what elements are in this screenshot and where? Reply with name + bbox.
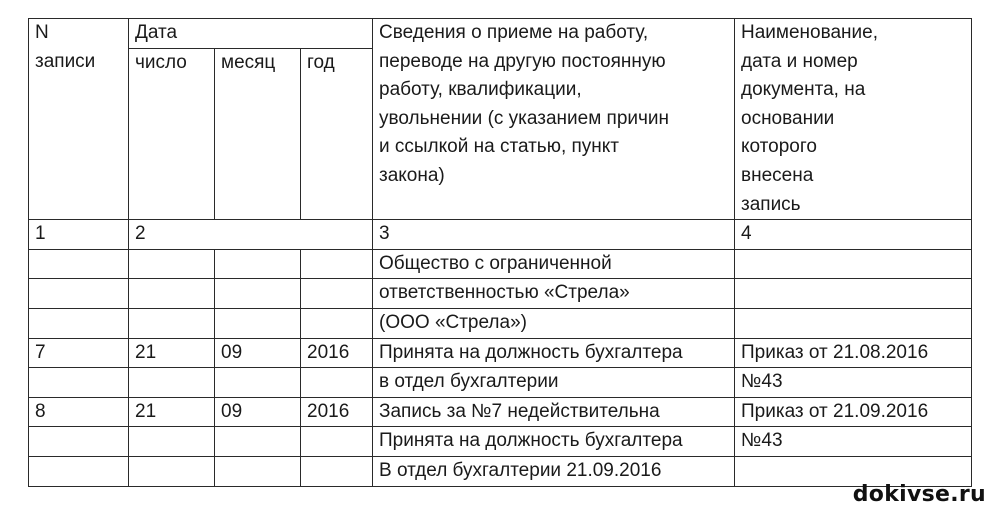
table-row bbox=[29, 368, 972, 398]
header-row bbox=[29, 19, 972, 49]
header-document-basis: Наименование, дата и номер документа, на основании которого внесена запись bbox=[735, 19, 972, 220]
table-row bbox=[29, 427, 972, 457]
record-day bbox=[129, 279, 215, 309]
record-number bbox=[29, 456, 129, 486]
record-month bbox=[215, 249, 301, 279]
record-month bbox=[215, 279, 301, 309]
record-document: Приказ от 21.08.2016 bbox=[735, 338, 972, 368]
record-year bbox=[301, 279, 373, 309]
site-watermark: dokivse.ru bbox=[852, 482, 986, 507]
table-row bbox=[29, 338, 972, 368]
record-info: в отдел бухгалтерии bbox=[373, 368, 735, 398]
record-info: Принята на должность бухгалтера bbox=[373, 427, 735, 457]
record-info: Общество с ограниченной bbox=[373, 249, 735, 279]
table-row bbox=[29, 308, 972, 338]
table-row bbox=[29, 456, 972, 486]
header-record-info: Сведения о приеме на работу, переводе на другую постоянную работу, квалификации, увольнении (с указанием причин и ссылкой на статью, пункт закона) bbox=[373, 19, 735, 220]
record-day bbox=[129, 456, 215, 486]
record-day bbox=[129, 249, 215, 279]
record-document bbox=[735, 308, 972, 338]
record-year bbox=[301, 456, 373, 486]
record-number bbox=[29, 427, 129, 457]
record-month bbox=[215, 368, 301, 398]
record-month: 09 bbox=[215, 397, 301, 427]
record-day bbox=[129, 308, 215, 338]
record-document bbox=[735, 249, 972, 279]
table-row bbox=[29, 249, 972, 279]
numbering-row bbox=[29, 220, 972, 250]
numbering-cell: 4 bbox=[735, 220, 972, 250]
record-year: 2016 bbox=[301, 397, 373, 427]
header-year: год bbox=[301, 48, 373, 220]
record-month bbox=[215, 456, 301, 486]
record-year: 2016 bbox=[301, 338, 373, 368]
record-number: 8 bbox=[29, 397, 129, 427]
header-day: число bbox=[129, 48, 215, 220]
header-record-number: N записи bbox=[29, 19, 129, 220]
record-year bbox=[301, 427, 373, 457]
record-year bbox=[301, 308, 373, 338]
record-number bbox=[29, 368, 129, 398]
record-number bbox=[29, 249, 129, 279]
table-row bbox=[29, 279, 972, 309]
record-document: Приказ от 21.09.2016 bbox=[735, 397, 972, 427]
record-month: 09 bbox=[215, 338, 301, 368]
record-month bbox=[215, 427, 301, 457]
record-info: ответственностью «Стрела» bbox=[373, 279, 735, 309]
record-day: 21 bbox=[129, 338, 215, 368]
record-document: №43 bbox=[735, 368, 972, 398]
numbering-cell: 1 bbox=[29, 220, 129, 250]
numbering-cell: 3 bbox=[373, 220, 735, 250]
record-document bbox=[735, 279, 972, 309]
record-info: В отдел бухгалтерии 21.09.2016 bbox=[373, 456, 735, 486]
record-number: 7 bbox=[29, 338, 129, 368]
work-record-table bbox=[28, 18, 972, 487]
table-row bbox=[29, 397, 972, 427]
header-month: месяц bbox=[215, 48, 301, 220]
numbering-cell: 2 bbox=[129, 220, 373, 250]
record-number bbox=[29, 279, 129, 309]
record-info: (ООО «Стрела») bbox=[373, 308, 735, 338]
record-day: 21 bbox=[129, 397, 215, 427]
record-year bbox=[301, 368, 373, 398]
header-date-group: Дата bbox=[129, 19, 373, 49]
record-year bbox=[301, 249, 373, 279]
record-day bbox=[129, 368, 215, 398]
record-day bbox=[129, 427, 215, 457]
record-info: Принята на должность бухгалтера bbox=[373, 338, 735, 368]
record-month bbox=[215, 308, 301, 338]
record-document: №43 bbox=[735, 427, 972, 457]
record-info: Запись за №7 недействительна bbox=[373, 397, 735, 427]
record-number bbox=[29, 308, 129, 338]
